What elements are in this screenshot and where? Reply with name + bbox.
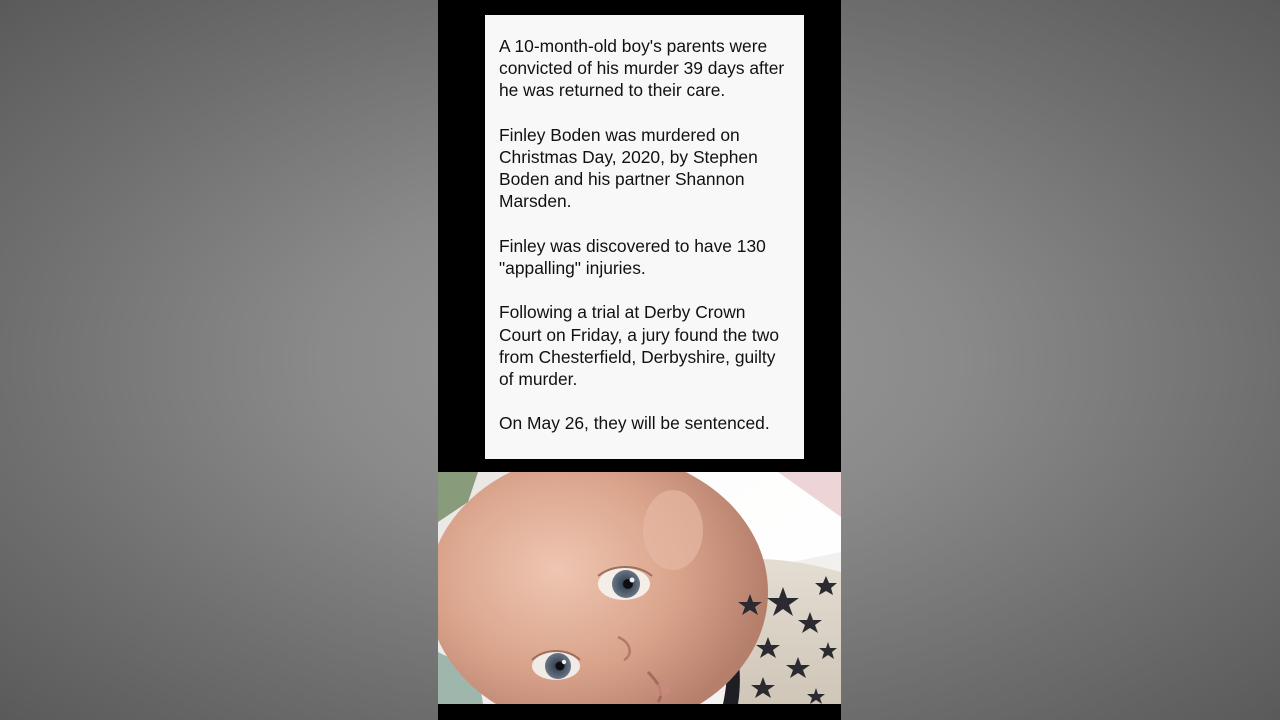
article-paragraph-2: Finley Boden was murdered on Christmas Day, 2020, by Stephen Boden and his partner Shannon Marsden. <box>499 124 758 212</box>
article-paragraph-4: Following a trial at Derby Crown Court on Friday, a jury found the two from Chesterfield, Derbyshire, guilty of murder. <box>499 302 779 389</box>
article-text-card <box>485 15 804 459</box>
article-paragraph-1: A 10-month-old boy's parents were convicted of his murder 39 days after he was returned to their care. <box>499 36 785 101</box>
video-frame <box>438 0 841 720</box>
baby-photo-illustration <box>438 472 841 704</box>
baby-photo <box>438 472 841 704</box>
article-paragraph-5: On May 26, they will be sentenced. <box>499 413 770 434</box>
article-paragraph-3: Finley was discovered to have 130 "appalling" injuries. <box>499 235 766 278</box>
